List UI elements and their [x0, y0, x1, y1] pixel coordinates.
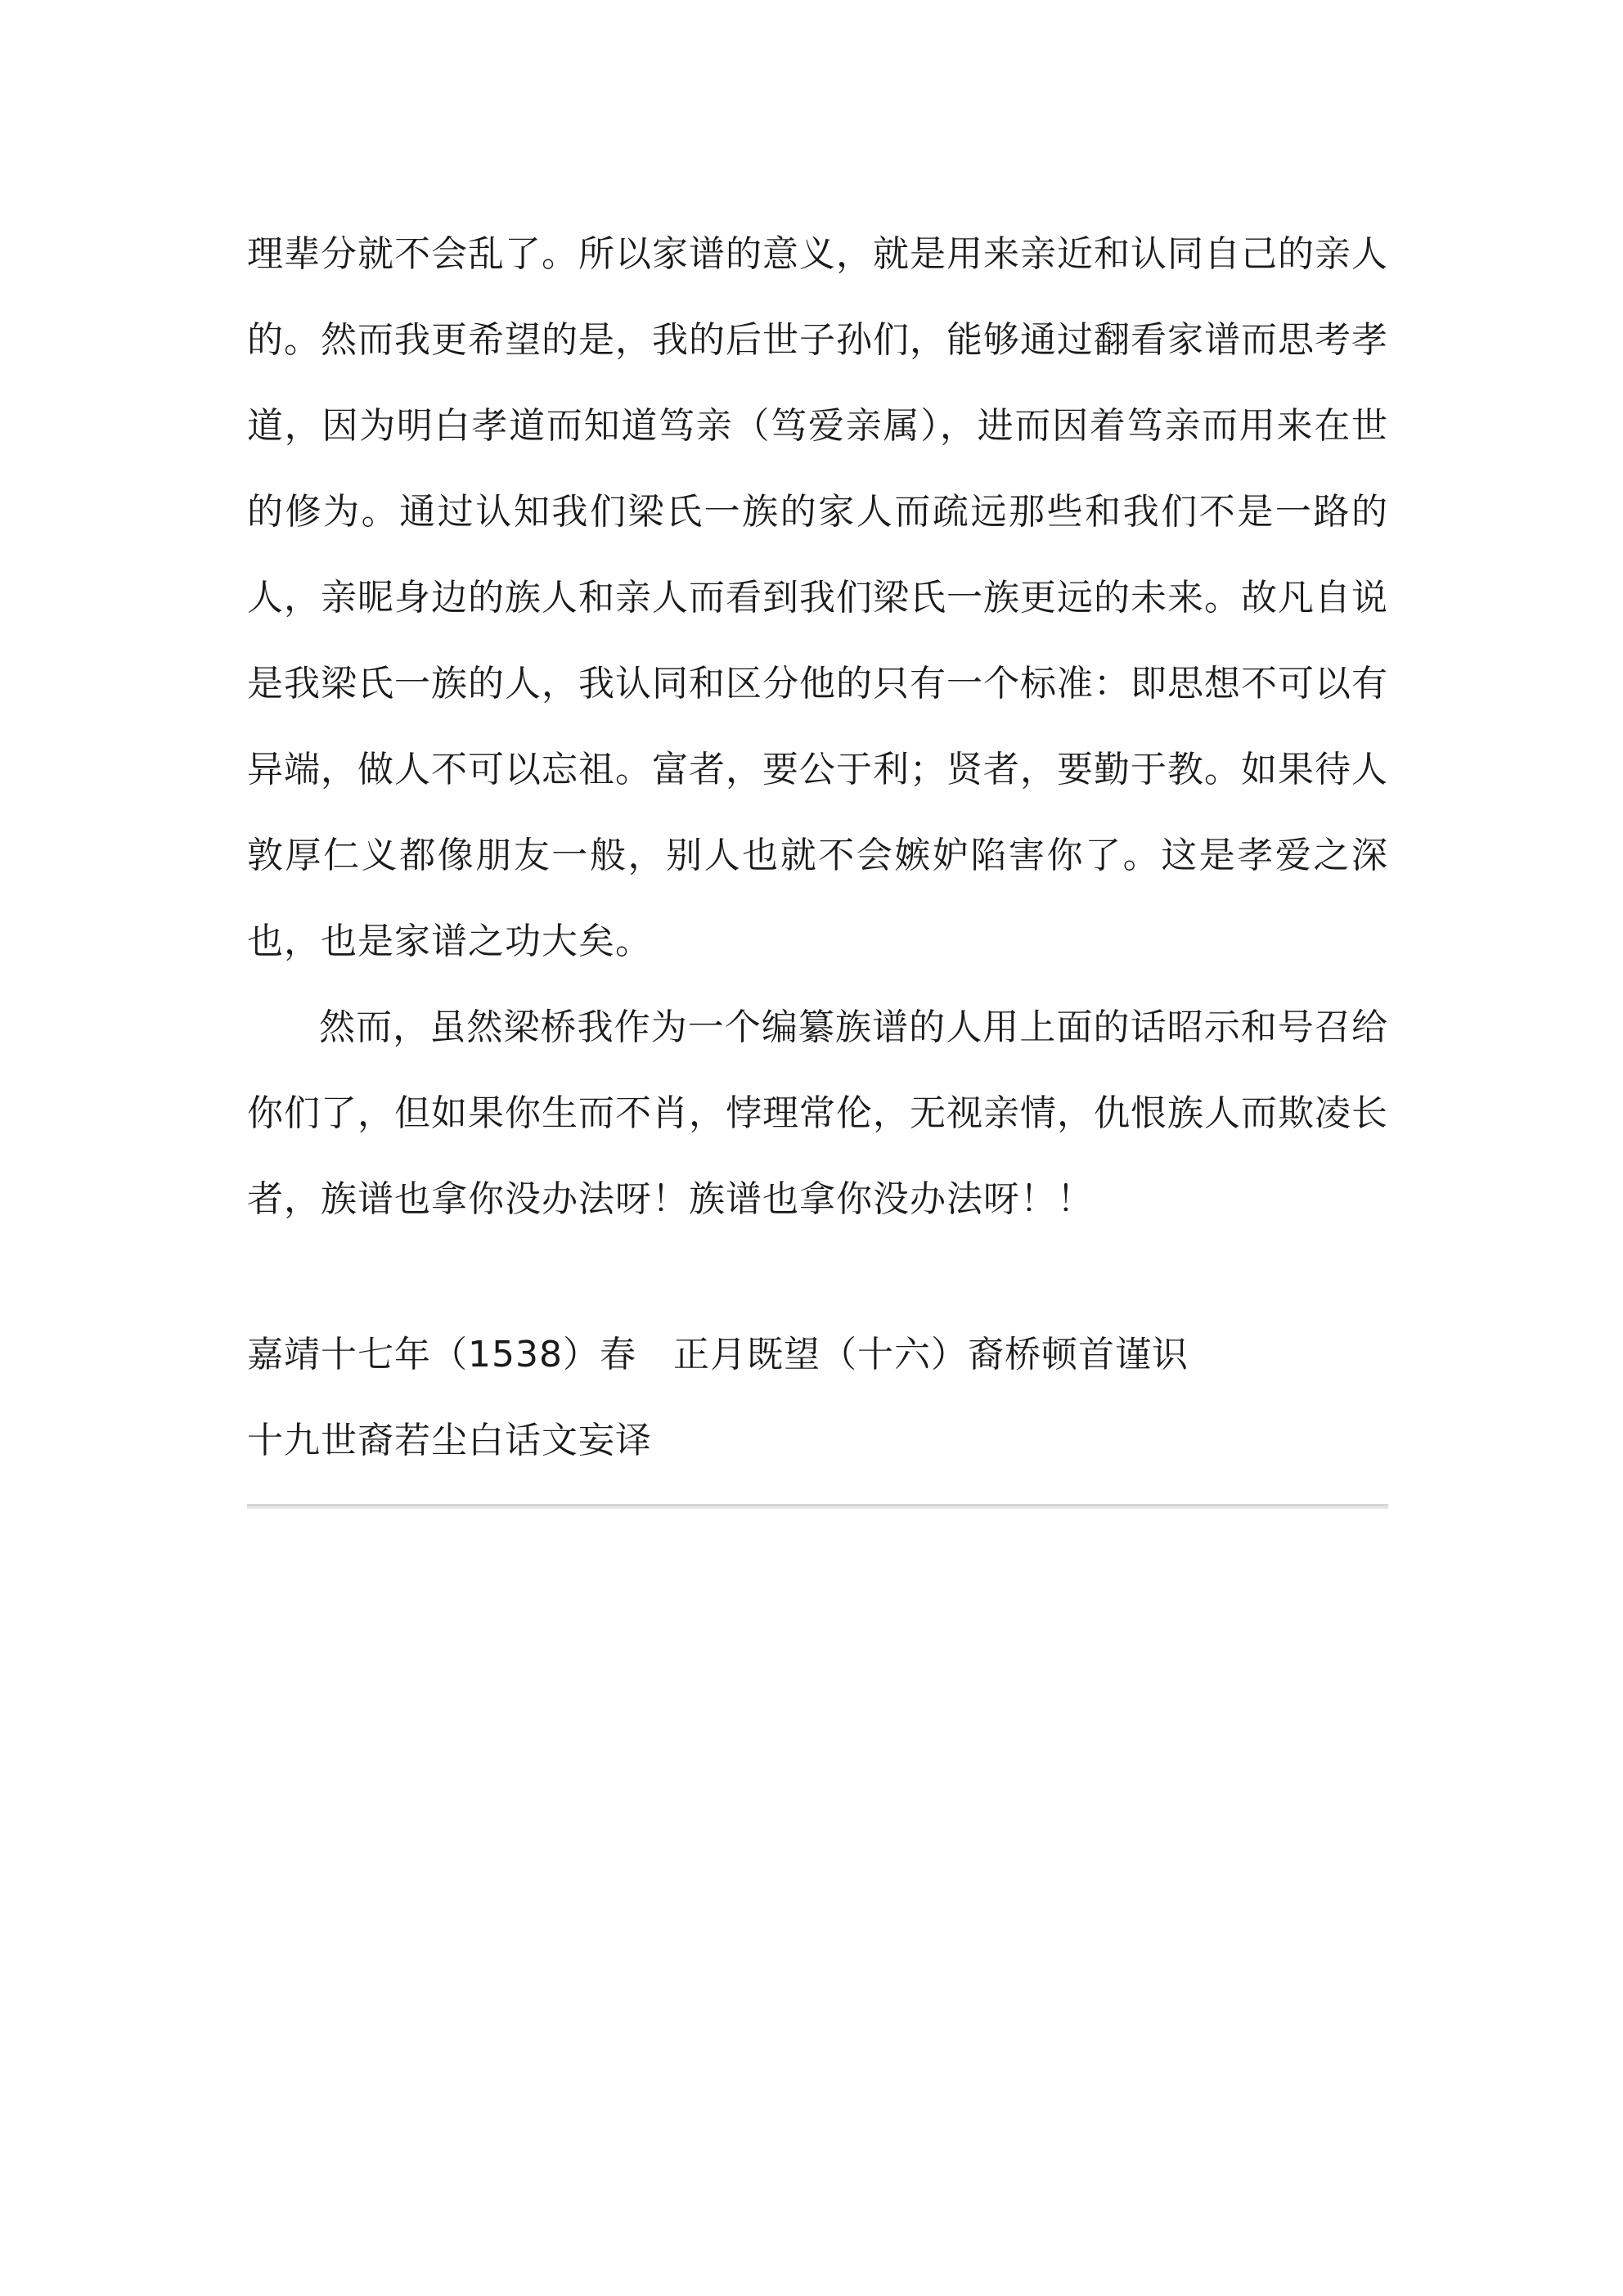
date-signature-line: 嘉靖十七年（1538）春 正月既望（十六）裔桥顿首谨识: [247, 1334, 1189, 1375]
signature-block: [247, 1312, 1388, 1483]
document-body: [247, 211, 1388, 1509]
translator-credit-line: 十九世裔若尘白话文妄译: [247, 1420, 652, 1461]
paragraph: 理辈分就不会乱了。所以家谱的意义，就是用来亲近和认同自己的亲人的。然而我更希望的是，我的后世子孙们，能够通过翻看家谱而思考孝道，因为明白孝道而知道笃亲（笃爱亲属），进而因着笃亲而用来在世的修为。通过认知我们梁氏一族的家人而疏远那些和我们不是一路的人，亲昵身边的族人和亲人而看到我们梁氏一族更远的未来。故凡自说是我梁氏一族的人，我认同和区分他的只有一个标准：即思想不可以有异端，做人不可以忘祖。富者，要公于利；贤者，要勤于教。如果待人敦厚仁义都像朋友一般，别人也就不会嫉妒陷害你了。这是孝爱之深也，也是家谱之功大矣。: [247, 233, 1388, 962]
horizontal-divider: [247, 1504, 1388, 1509]
paragraph: 然而，虽然梁桥我作为一个编纂族谱的人用上面的话昭示和号召给你们了，但如果你生而不肖，悖理常伦，无视亲情，仇恨族人而欺凌长者，族谱也拿你没办法呀！族谱也拿你没办法呀！！: [247, 1006, 1388, 1220]
